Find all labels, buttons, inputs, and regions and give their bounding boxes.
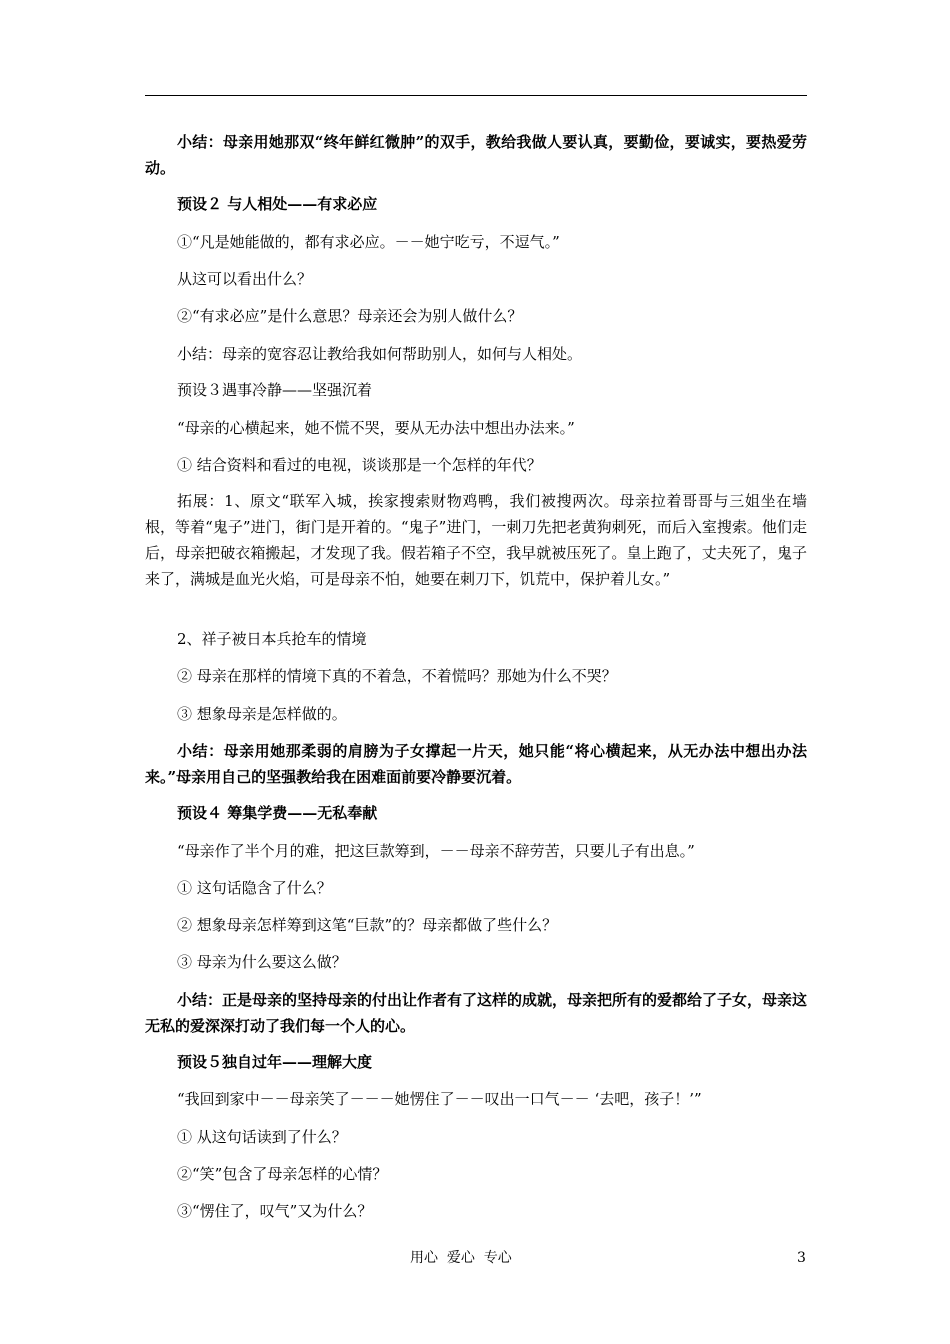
section-heading-5: 预设５独自过年——理解大度 — [177, 1053, 373, 1071]
question-paragraph: ③“愣住了，叹气”又为什么？ — [177, 1202, 373, 1220]
section-heading-2: 预设２ 与人相处——有求必应 — [177, 195, 378, 213]
quote-paragraph: “母亲作了半个月的难，把这巨款筹到，－－母亲不辞劳苦，只要儿子有出息。” — [177, 842, 695, 860]
summary-paragraph-2: 小结：母亲的宽容忍让教给我如何帮助别人，如何与人相处。 — [177, 345, 583, 363]
quote-paragraph: ①“凡是她能做的，都有求必应。－－她宁吃亏，不逗气。” — [177, 233, 560, 251]
question-paragraph: ③ 想象母亲是怎样做的。 — [177, 705, 347, 723]
section-heading-4: 预设４ 筹集学费——无私奉献 — [177, 804, 378, 822]
quote-paragraph: “母亲的心横起来，她不慌不哭，要从无办法中想出办法来。” — [177, 419, 575, 437]
question-paragraph: ① 结合资料和看过的电视，谈谈那是一个怎样的年代？ — [177, 456, 542, 474]
extension-paragraph: 拓展：1、原文“联军入城，挨家搜索财物鸡鸭，我们被搜两次。母亲拉着哥哥与三姐坐在墙根，等着“鬼子”进门，街门是开着的。“鬼子”进门，一刺刀先把老黄狗刺死，而后入室搜索。他们走后，母亲把破衣箱搬起，才发现了我。假若箱子不空，我早就被压死了。皇上跑了，丈夫死了，鬼子来了，满城是血光火焰，可是母亲不怕，她要在刺刀下，饥荒中，保护着儿女。” — [145, 492, 807, 588]
question-paragraph: 从这可以看出什么？ — [177, 270, 313, 288]
quote-paragraph: “我回到家中－－母亲笑了－－－她愣住了－－叹出一口气－－ ‘去吧，孩子！’” — [177, 1090, 702, 1108]
question-paragraph: ② 想象母亲怎样筹到这笔“巨款”的？母亲都做了些什么？ — [177, 916, 558, 934]
question-paragraph: ③ 母亲为什么要这么做？ — [177, 953, 347, 971]
question-paragraph: ① 从这句话读到了什么？ — [177, 1128, 347, 1146]
footer-motto: 用心 爱心 专心 — [410, 1250, 512, 1266]
question-paragraph: ②“有求必应”是什么意思？母亲还会为别人做什么？ — [177, 307, 523, 325]
page-number: 3 — [797, 1250, 806, 1266]
question-paragraph: ① 这句话隐含了什么？ — [177, 879, 332, 897]
question-paragraph: ②“笑”包含了母亲怎样的心情？ — [177, 1165, 388, 1183]
summary-paragraph-1: 小结：母亲用她那双“终年鲜红微肿”的双手，教给我做人要认真，要勤俭，要诚实，要热爱劳动。 — [145, 133, 807, 177]
section-heading-3: 预设３遇事冷静——坚强沉着 — [177, 381, 373, 399]
summary-paragraph-3: 小结：母亲用她那柔弱的肩膀为子女撑起一片天，她只能“将心横起来，从无办法中想出办法来。”母亲用自己的坚强教给我在困难面前要冷静要沉着。 — [145, 742, 807, 786]
summary-paragraph-4: 小结：正是母亲的坚持母亲的付出让作者有了这样的成就，母亲把所有的爱都给了子女，母亲这无私的爱深深打动了我们每一个人的心。 — [145, 991, 808, 1035]
question-paragraph: ② 母亲在那样的情境下真的不着急，不着慌吗？那她为什么不哭？ — [177, 667, 617, 685]
extension-item-2: 2、祥子被日本兵抢车的情境 — [177, 630, 367, 648]
header-rule — [145, 95, 807, 96]
